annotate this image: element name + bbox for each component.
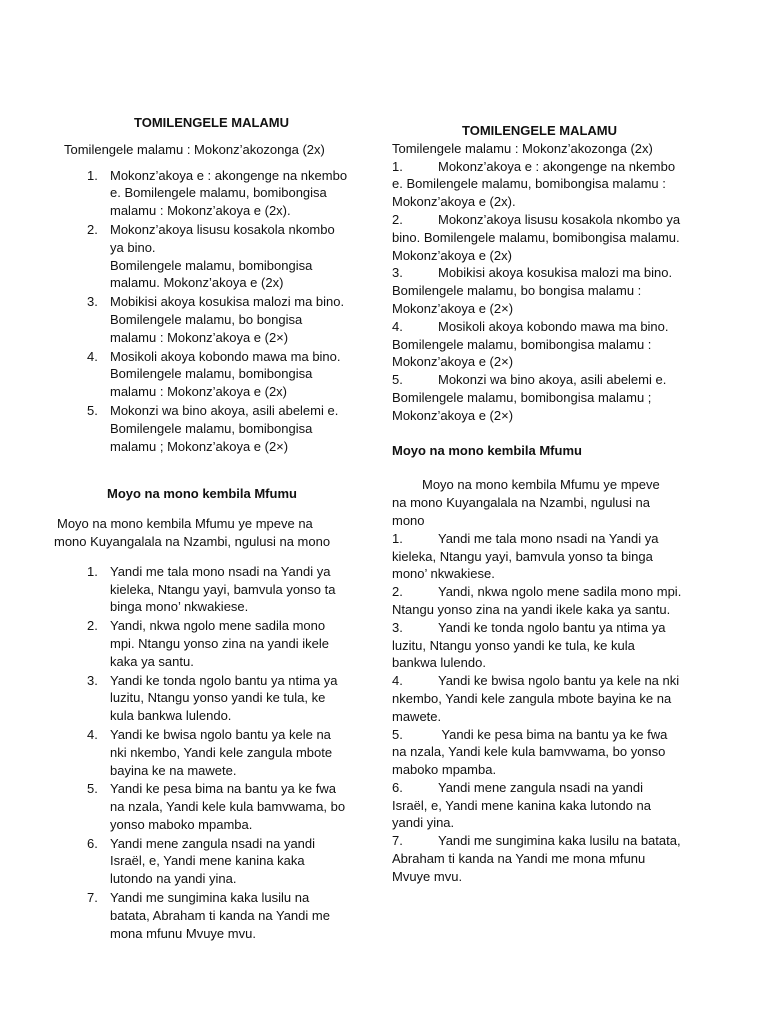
verse-line: Mokonz’akoya e : akongenge na nkembo	[438, 158, 676, 174]
verse-item	[392, 158, 682, 211]
left-column	[56, 114, 356, 943]
verse-item	[56, 617, 356, 670]
verse-line: Bomilengele malamu, bomibongisa	[110, 420, 313, 436]
verse-line: e. Bomilengele malamu, bomibongisa	[110, 185, 327, 201]
verse-line: luzitu, Ntangu yonso yandi ke tula, ke	[110, 690, 326, 706]
verse-number: 2.	[87, 221, 98, 237]
verse-line: luzitu, Ntangu yonso yandi ke tula, ke kula	[392, 637, 635, 653]
verse-number: 3.	[392, 619, 403, 635]
verse-number: 7.	[392, 833, 403, 849]
verse-line: Mokonz’akoya e (2×)	[392, 354, 514, 370]
verse-line: nki nkembo, Yandi kele zangula mbote bayina ke	[392, 673, 680, 706]
verse-line: Bomilengele malamu, bomibongisa malamu ;	[392, 389, 652, 405]
verse-line: Mokonz’akoya lisusu kosakola nkombo	[110, 221, 335, 237]
verse-number: 7.	[87, 890, 98, 906]
verse-number: 4.	[392, 318, 403, 334]
verse-line: malamu : Mokonz’akoya e (2×)	[110, 329, 289, 345]
verse-line: Bomilengele malamu, bo bongisa	[110, 311, 303, 327]
verse-line: santu.	[634, 601, 671, 617]
hymn-intro-moyo	[56, 515, 356, 551]
right-column	[392, 122, 682, 886]
verse-item	[56, 672, 356, 725]
verse-line: Yandi me tala mono nsadi na Yandi ya	[110, 563, 331, 579]
verse-item	[392, 530, 682, 583]
verse-item	[56, 726, 356, 779]
hymn-title-tomilengele: TOMILENGELE MALAMU	[462, 123, 618, 138]
verse-item	[392, 211, 682, 264]
verse-line: malamu. Mokonz’akoya e (2x)	[110, 275, 284, 291]
verse-line: Yandi ke bwisa ngolo bantu ya kele na	[110, 726, 331, 742]
verse-item	[392, 318, 682, 371]
verse-line: malamu : Mokonz’akoya e (2x)	[110, 384, 288, 400]
intro-line: Moyo na mono kembila Mfumu ye mpeve na	[57, 516, 313, 532]
verse-number: 6.	[87, 835, 98, 851]
verse-item	[56, 293, 356, 346]
verse-item	[392, 832, 682, 885]
verse-line: ya bino.	[110, 239, 156, 255]
verse-item	[56, 402, 356, 455]
verse-line: Mosikoli akoya kobondo mawa ma bino.	[110, 348, 341, 364]
verse-line: Yandi ke pesa bima na bantu ya ke fwa	[110, 781, 336, 797]
verse-line: mpi. Ntangu yonso zina na yandi ikele kaka ya	[392, 584, 682, 617]
verse-line: bankwa lulendo.	[392, 655, 486, 671]
hymn-intro-moyo	[392, 476, 682, 529]
verse-line: kieleka, Ntangu yayi, bamvula yonso ta binga	[392, 548, 653, 564]
verse-number: 4.	[392, 673, 403, 689]
verse-number: 3.	[392, 265, 403, 281]
verse-number: 5.	[87, 781, 98, 797]
verse-line: kieleka, Ntangu yayi, bamvula yonso ta	[110, 581, 336, 597]
verse-line: lutondo na yandi yina.	[110, 871, 237, 887]
verse-line: yonso maboko mpamba.	[110, 816, 253, 832]
verse-line: Yandi, nkwa ngolo mene sadila mono	[110, 618, 326, 634]
verse-line: Yandi me sungimina kaka lusilu na	[110, 890, 310, 906]
verse-line: Mobikisi akoya kosukisa malozi ma bino.	[110, 294, 345, 310]
verse-line: Yandi mene zangula nsadi na yandi	[438, 779, 644, 795]
verse-line: na nzala, Yandi kele kula bamvwama, bo yonso	[392, 744, 666, 760]
intro-line: na mono Kuyangalala na Nzambi, ngulusi na mono	[392, 495, 651, 528]
verse-line: Yandi, nkwa ngolo mene sadila mono	[438, 584, 654, 600]
verse-line: Bomilengele malamu, bomibongisa malamu :	[392, 336, 652, 352]
intro-line: Moyo na mono kembila Mfumu ye mpeve	[422, 477, 660, 493]
verse-line: binga mono’ nkwakiese.	[110, 599, 249, 615]
verse-line: Yandi ke tonda ngolo bantu ya ntima ya	[438, 619, 666, 635]
verse-line: mfunu Mvuye mvu.	[392, 851, 646, 884]
verse-line: Yandi ke pesa bima na bantu ya ke fwa	[438, 726, 668, 742]
verse-line: na nzala, Yandi kele kula bamvwama, bo	[110, 799, 346, 815]
verse-line: malamu : Mokonz’akoya e (2x).	[110, 203, 291, 219]
verse-line: mpi. Ntangu yonso zina na yandi ikele	[110, 635, 329, 651]
verse-item	[392, 264, 682, 317]
verse-line: Mokonzi wa bino akoya, asili abelemi e.	[110, 402, 339, 418]
verse-number: 2.	[392, 584, 403, 600]
verse-line: batata, Abraham ti kanda na Yandi me	[110, 907, 330, 923]
verse-line: Israël, e, Yandi mene kanina kaka lutondo na	[392, 797, 651, 813]
hymn-refrain: Tomilengele malamu : Mokonz’akozonga (2x)	[64, 141, 325, 157]
verse-item	[392, 779, 682, 832]
verse-line: Mokonz’akoya e (2×)	[392, 300, 514, 316]
hymn-refrain: Tomilengele malamu : Mokonz’akozonga (2x)	[392, 140, 653, 156]
verse-line: Mokonz’akoya e (2x)	[392, 247, 512, 263]
hymn-title-moyo: Moyo na mono kembila Mfumu	[107, 486, 297, 502]
verse-line: bayina ke na mawete.	[110, 762, 237, 778]
hymn-title-tomilengele: TOMILENGELE MALAMU	[134, 115, 290, 130]
verse-line: batata, Abraham ti kanda na Yandi me mona	[392, 833, 681, 867]
verse-number: 3.	[87, 294, 98, 310]
verse-number: 2.	[392, 211, 403, 227]
verse-line: Bomilengele malamu, bomibongisa malamu.	[423, 229, 680, 245]
verse-line: maboko mpamba.	[392, 762, 497, 778]
verse-item	[392, 672, 682, 725]
verse-line: Mokonzi wa bino akoya, asili abelemi e.	[438, 372, 667, 388]
verse-line: Yandi ke tonda ngolo bantu ya ntima ya	[110, 672, 338, 688]
verse-line: mono’ nkwakiese.	[392, 566, 495, 582]
verse-line: Yandi ke bwisa ngolo bantu ya kele na	[438, 673, 659, 689]
verse-line: nki nkembo, Yandi kele zangula mbote	[110, 744, 333, 760]
verse-number: 1.	[87, 167, 98, 183]
verse-line: Mobikisi akoya kosukisa malozi ma bino.	[438, 265, 673, 281]
verse-number: 3.	[87, 672, 98, 688]
verse-line: Bomilengele malamu, bomibongisa	[110, 257, 313, 273]
verse-item	[392, 371, 682, 424]
verse-line: kula bankwa lulendo.	[110, 708, 232, 724]
verse-line: Yandi me tala mono nsadi na Yandi ya	[438, 530, 659, 546]
verse-list-tomilengele	[392, 158, 682, 425]
verse-number: 2.	[87, 618, 98, 634]
verse-item	[56, 780, 356, 833]
verse-list-tomilengele	[56, 167, 356, 456]
verse-number: 6.	[392, 779, 403, 795]
intro-line: mono Kuyangalala na Nzambi, ngulusi na mono	[54, 533, 331, 549]
verse-line: na mawete.	[392, 690, 672, 724]
verse-number: 1.	[392, 530, 403, 546]
verse-line: Mokonz’akoya e : akongenge na nkembo	[110, 167, 348, 183]
verse-number: 5.	[392, 372, 403, 388]
verse-number: 5.	[87, 402, 98, 418]
verse-item	[56, 221, 356, 292]
verse-line: Yandi mene zangula nsadi na yandi	[110, 835, 316, 851]
verse-item	[56, 835, 356, 888]
verse-item	[392, 583, 682, 619]
verse-item	[56, 348, 356, 401]
verse-line: Mosikoli akoya kobondo mawa ma bino.	[438, 318, 669, 334]
verse-number: 1.	[392, 158, 403, 174]
verse-list-moyo	[392, 530, 682, 886]
verse-number: 4.	[87, 726, 98, 742]
hymn-title-moyo: Moyo na mono kembila Mfumu	[392, 442, 582, 458]
verse-list-moyo	[56, 563, 356, 943]
verse-line: Bomilengele malamu, bomibongisa	[110, 366, 313, 382]
verse-line: mona mfunu Mvuye mvu.	[110, 925, 256, 941]
verse-number: 4.	[87, 348, 98, 364]
verse-item	[392, 619, 682, 672]
verse-line: ya bino.	[392, 211, 681, 245]
verse-item	[56, 563, 356, 616]
verse-line: malamu ; Mokonz’akoya e (2×)	[110, 438, 289, 454]
verse-line: Mokonz’akoya e (2x).	[392, 194, 516, 210]
verse-line: Yandi me sungimina kaka lusilu na	[438, 833, 638, 849]
verse-item	[56, 167, 356, 220]
verse-number: 5.	[392, 726, 403, 742]
verse-line: Israël, e, Yandi mene kanina kaka	[110, 853, 305, 869]
verse-line: e. Bomilengele malamu, bomibongisa malamu :	[392, 176, 666, 192]
verse-line: kaka ya santu.	[110, 653, 194, 669]
verse-line: Bomilengele malamu, bo bongisa malamu :	[392, 283, 642, 299]
verse-line: Mokonz’akoya lisusu kosakola nkombo	[438, 211, 663, 227]
verse-item	[56, 889, 356, 942]
verse-number: 1.	[87, 563, 98, 579]
verse-line: Mokonz’akoya e (2×)	[392, 407, 514, 423]
verse-item	[392, 726, 682, 779]
verse-line: yandi yina.	[392, 815, 455, 831]
